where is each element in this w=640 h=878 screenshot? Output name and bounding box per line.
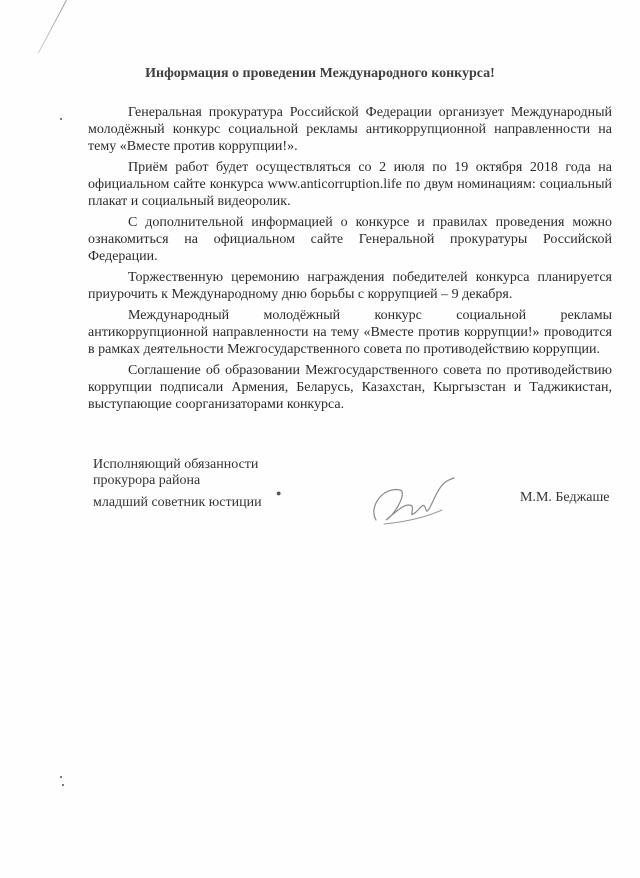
paragraph: Соглашение об образовании Межгосударственного совета по противодействию коррупции подписали Армения, Беларусь, Казахстан, Кыргызстан и Таджикистан, выступающие соорганизаторами конкурса.: [88, 363, 612, 412]
signatory-position-line2: прокурора района: [93, 473, 201, 488]
scan-artifact-dot: [60, 776, 62, 778]
scan-artifact-dot: [62, 784, 64, 786]
signatory-position-line1: Исполняющий обязанности: [93, 457, 259, 472]
scan-artifact-line: [38, 0, 67, 53]
paragraph: Международный молодёжный конкурс социальной рекламы антикоррупционной направленности на тему «Вместе против коррупции!» проводится в рамках деятельности Межгосударственного совета по противодействию коррупции.: [88, 308, 612, 357]
paragraph: Приём работ будет осуществляться со 2 июля по 19 октября 2018 года на официальном сайте конкурса www.anticorruption.life по двум номинациям: социальный плакат и социальный видеоролик.: [88, 160, 612, 209]
scan-artifact-dot: [60, 118, 62, 120]
signatory-name: М.М. Беджаше: [520, 490, 610, 505]
document-title: Информация о проведении Международного конкурса!: [145, 66, 495, 81]
document-body: [88, 104, 612, 417]
paragraph: Генеральная прокуратура Российской Федерации организует Международный молодёжный конкурс социальной рекламы антикоррупционной направленности на тему «Вместе против коррупции!».: [88, 105, 612, 154]
paragraph: С дополнительной информацией о конкурсе и правилах проведения можно ознакомиться на официальном сайте Генеральной прокуратуры Российской Федерации.: [88, 215, 612, 264]
paragraph: Торжественную церемонию награждения победителей конкурса планируется приурочить к Международному дню борьбы с коррупцией – 9 декабря.: [88, 270, 612, 302]
rank-mark: ●: [276, 488, 282, 498]
signatory-rank: младший советник юстиции: [93, 495, 262, 510]
handwritten-signature: [364, 476, 460, 528]
